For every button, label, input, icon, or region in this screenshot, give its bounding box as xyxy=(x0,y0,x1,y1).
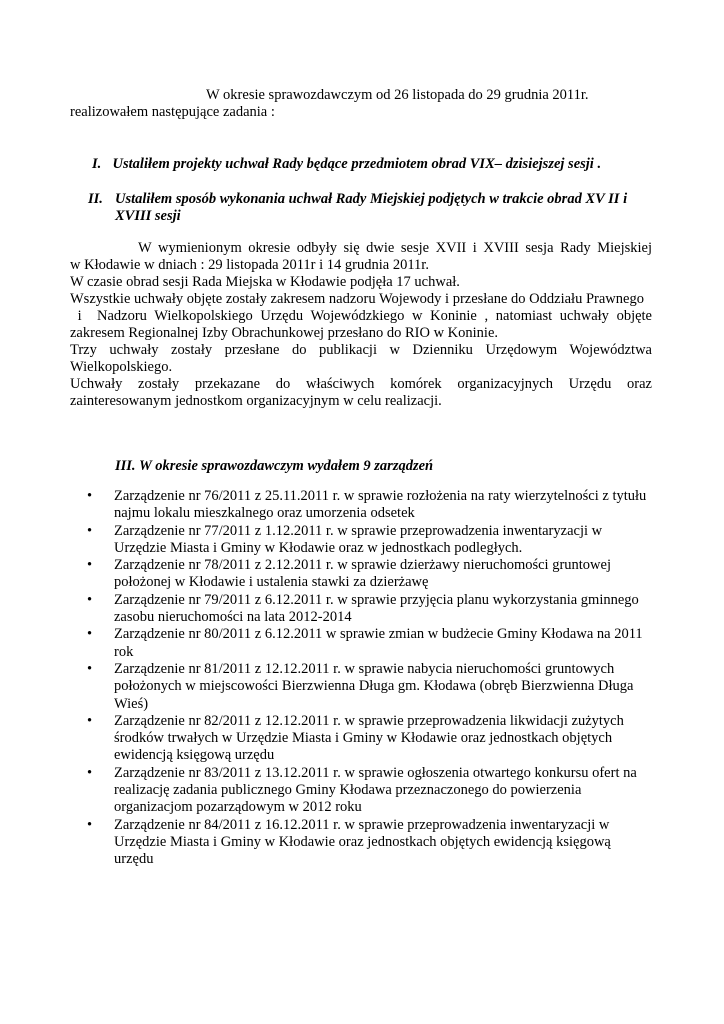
order-line: Zarządzenie nr 84/2011 z 16.12.2011 r. w sprawie przeprowadzenia inwentaryzacji w xyxy=(114,816,610,833)
intro-line-2: realizowałem następujące zadania : xyxy=(70,104,275,120)
bullet-icon: • xyxy=(87,591,93,608)
list-item xyxy=(87,488,647,523)
order-line: Zarządzenie nr 80/2011 z 6.12.2011 w sprawie zmian w budżecie Gminy Kłodawa na 2011 xyxy=(114,626,643,643)
order-line: ewidencją księgową urzędu xyxy=(114,747,275,764)
bullet-icon: • xyxy=(87,557,93,574)
order-line: Zarządzenie nr 83/2011 z 13.12.2011 r. w sprawie ogłoszenia otwartego konkursu ofert na xyxy=(114,764,637,781)
section-1-heading xyxy=(92,156,601,173)
orders-list xyxy=(87,488,647,869)
order-line: położonej w Kłodawie i ustalenia stawki za dzierżawę xyxy=(114,574,429,591)
section-1-text: Ustaliłem projekty uchwał Rady będące przedmiotem obrad VIX– dzisiejszej sesji . xyxy=(112,156,602,172)
bullet-icon: • xyxy=(87,816,93,833)
section-2-numeral: II. xyxy=(88,191,103,207)
order-line: Urzędzie Miasta i Gminy w Kłodawie oraz w jednostkach podległych. xyxy=(114,539,523,556)
list-item xyxy=(87,713,647,765)
section-3-numeral: III. xyxy=(115,458,136,474)
list-item xyxy=(87,592,647,627)
list-item xyxy=(87,626,647,661)
paragraph-line-1: W wymienionym okresie odbyły się dwie sesje XVII i XVIII sesja Rady Miejskiej xyxy=(138,240,652,256)
order-line: Zarządzenie nr 82/2011 z 12.12.2011 r. w sprawie przeprowadzenia likwidacji zużytych xyxy=(114,712,624,729)
section-1-numeral: I. xyxy=(92,156,102,172)
order-line: Zarządzenie nr 77/2011 z 1.12.2011 r. w sprawie przeprowadzenia inwentaryzacji w xyxy=(114,522,603,539)
list-item xyxy=(87,661,647,713)
bullet-icon: • xyxy=(87,660,93,677)
order-line: zasobu nieruchomości na lata 2012-2014 xyxy=(114,609,352,626)
paragraph-line-7: Trzy uchwały zostały przesłane do publikacji w Dzienniku Urzędowym Województwa xyxy=(70,342,652,358)
section-2-text-line-1: Ustaliłem sposób wykonania uchwał Rady Miejskiej podjętych w trakcie obrad XV II i xyxy=(115,191,628,207)
paragraph-line-8: Wielkopolskiego. xyxy=(70,359,173,375)
intro-line-1: W okresie sprawozdawczym od 26 listopada do 29 grudnia 2011r. xyxy=(206,87,589,103)
paragraph-line-10: zainteresowanym jednostkom organizacyjnym w celu realizacji. xyxy=(70,393,442,409)
paragraph-line-2: w Kłodawie w dniach : 29 listopada 2011r i 14 grudnia 2011r. xyxy=(70,257,429,273)
section-2-text-line-2: XVIII sesji xyxy=(115,208,181,224)
order-line: Urzędzie Miasta i Gminy w Kłodawie oraz jednostkach objętych ewidencją księgową xyxy=(114,833,611,850)
paragraph-line-3: W czasie obrad sesji Rada Miejska w Kłodawie podjęła 17 uchwał. xyxy=(70,274,460,290)
list-item xyxy=(87,765,647,817)
bullet-icon: • xyxy=(87,488,93,504)
paragraph-line-9: Uchwały zostały przekazane do właściwych komórek organizacyjnych Urzędu oraz xyxy=(70,376,652,392)
paragraph-line-6: zakresem Regionalnej Izby Obrachunkowej przesłano do RIO w Koninie. xyxy=(70,325,499,341)
order-line: realizację zadania publicznego Gminy Kłodawa przeznaczonego do powierzenia xyxy=(114,782,582,799)
order-line: urzędu xyxy=(114,851,154,868)
order-line: Wieś) xyxy=(114,695,149,712)
order-line: najmu lokalu mieszkalnego oraz umorzenia odsetek xyxy=(114,505,415,522)
list-item xyxy=(87,523,647,558)
order-line: Zarządzenie nr 81/2011 z 12.12.2011 r. w sprawie nabycia nieruchomości gruntowych xyxy=(114,660,615,677)
paragraph-line-4: Wszystkie uchwały objęte zostały zakresem nadzoru Wojewody i przesłane do Oddziału Prawnego xyxy=(70,291,644,307)
order-line: rok xyxy=(114,643,134,660)
section-3-text: W okresie sprawozdawczym wydałem 9 zarządzeń xyxy=(138,458,434,474)
bullet-icon: • xyxy=(87,712,93,729)
list-item xyxy=(87,817,647,869)
section-3-heading xyxy=(115,458,433,475)
order-line: Zarządzenie nr 78/2011 z 2.12.2011 r. w sprawie dzierżawy nieruchomości gruntowej xyxy=(114,557,611,574)
order-line: Zarządzenie nr 76/2011 z 25.11.2011 r. w sprawie rozłożenia na raty wierzytelności z tytułu xyxy=(114,488,647,504)
order-line: organizacjom pozarządowym w 2012 roku xyxy=(114,799,362,816)
bullet-icon: • xyxy=(87,522,93,539)
bullet-icon: • xyxy=(87,626,93,643)
list-item xyxy=(87,557,647,592)
paragraph-line-5: i Nadzoru Wielkopolskiego Urzędu Wojewódzkiego w Koninie , natomiast uchwały objęte xyxy=(70,308,652,324)
bullet-icon: • xyxy=(87,764,93,781)
order-line: położonych w miejscowości Bierzwienna Długa gm. Kłodawa (obręb Bierzwienna Długa xyxy=(114,678,634,695)
order-line: środków trwałych w Urzędzie Miasta i Gminy w Kłodawie oraz jednostkach objętych xyxy=(114,730,613,747)
order-line: Zarządzenie nr 79/2011 z 6.12.2011 r. w sprawie przyjęcia planu wykorzystania gminnego xyxy=(114,591,639,608)
